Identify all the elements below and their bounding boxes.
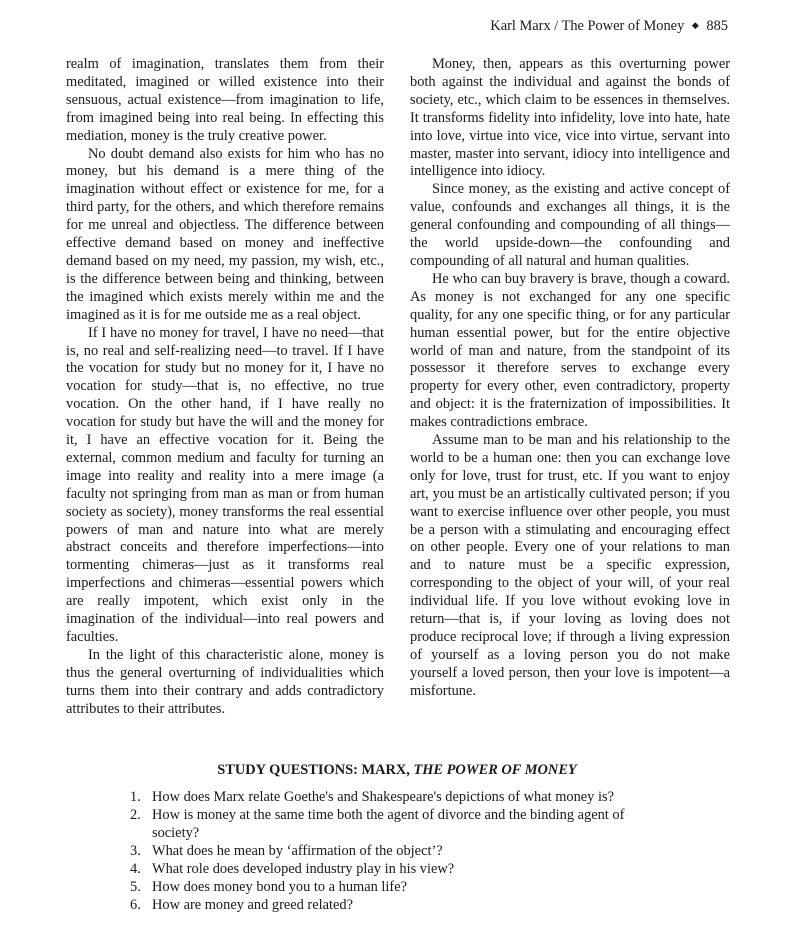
page-number: 885 — [706, 18, 728, 34]
question-text: How does money bond you to a human life? — [152, 879, 407, 895]
paragraph: In the light of this characteristic alone, money is thus the general overturning of individualities which turns them into their contrary and adds contradictory attributes to their attributes. — [66, 646, 384, 717]
paragraph: realm of imagination, translates them from their meditated, imagined or willed existence into their sensuous, actual existence—from imagination to life, from imagined being into real being. In effecting this mediation, money is the truly creative power. — [66, 56, 384, 144]
paragraph: Assume man to be man and his relationship to the world to be a human one: then you can exchange love only for love, trust for trust, etc. If you want to enjoy art, you must be an artistically cultivated person; if you want to exercise influence over other people, you must be a person with a stimulating and encouraging effect on other people. Every one of your relations to man and to nature must be a specific expression, corresponding to the object of your will, of your real individual life. If you love without evoking love in return—that is, if your loving as loving does not produce reciprocal love; if through a living expression of yourself as a loving person you do not make yourself a loved person, then your love is impotent—a misfortune. — [410, 432, 730, 699]
study-title-prefix: STUDY QUESTIONS: MARX, — [217, 762, 414, 778]
paragraph: Since money, as the existing and active concept of value, confounds and exchanges all things, it is the general confounding and compounding of all things—the world upside-down—the confounding and compounding of all natural and human qualities. — [410, 181, 730, 269]
paragraph: No doubt demand also exists for him who has no money, but his demand is a mere thing of the imagination without effect or existence for me, for a third party, for the others, and which therefore remains for me unreal and objectless. The difference between effective demand based on money and ineffective demand based on my need, my passion, my wish, etc., is the difference between being and thinking, between the imagined which exists merely within me and the imagined as it is for me outside me as a real object. — [66, 145, 384, 323]
study-questions-list — [130, 788, 670, 914]
list-item — [130, 806, 670, 842]
question-text: How does Marx relate Goethe's and Shakespeare's depictions of what money is? — [152, 789, 614, 805]
question-number: 6. — [130, 897, 141, 913]
running-title: Karl Marx / The Power of Money — [490, 18, 685, 34]
right-column — [410, 56, 730, 701]
question-number: 4. — [130, 861, 141, 877]
question-number: 1. — [130, 789, 141, 805]
study-questions-title — [0, 760, 794, 780]
list-item — [130, 860, 670, 878]
study-questions-section — [0, 760, 794, 913]
list-item — [130, 842, 670, 860]
list-item — [130, 788, 670, 806]
paragraph: Money, then, appears as this overturning power both against the individual and against the bonds of society, etc., which claim to be essences in themselves. It transforms fidelity into infidelity, love into hate, hate into love, virtue into vice, vice into virtue, servant into master, master into servant, idiocy into intelligence and intelligence into idiocy. — [410, 56, 730, 180]
list-item — [130, 878, 670, 896]
question-number: 3. — [130, 843, 141, 859]
paragraph: He who can buy bravery is brave, though a coward. As money is not exchanged for any one specific quality, for any one specific thing, or for any particular human essential power, but for the entire objective world of man and nature, from the standpoint of its possessor it therefore serves to exchange every property for every other, even contradictory, property and object: it is the fraternization of impossibilities. It makes contradictions embrace. — [410, 270, 730, 431]
question-text: How is money at the same time both the agent of divorce and the binding agent of society? — [152, 807, 625, 841]
running-header — [490, 16, 728, 35]
left-column — [66, 56, 384, 719]
question-text: How are money and greed related? — [152, 897, 353, 913]
question-number: 5. — [130, 879, 141, 895]
question-text: What role does developed industry play in his view? — [152, 861, 455, 877]
question-number: 2. — [130, 807, 141, 823]
question-text: What does he mean by ‘affirmation of the object’? — [152, 843, 443, 859]
list-item — [130, 896, 670, 914]
paragraph: If I have no money for travel, I have no need—that is, no real and self-realizing need—to travel. If I have the vocation for study but no money for it, I have no vocation for study—that is, no effective, no true vocation. On the other hand, if I have really no vocation for study but have the will and the money for it, I have an effective vocation for it. Being the external, common medium and faculty for turning an image into reality and reality into a mere image (a faculty not springing from man as man or from human society as society), money transforms the real essential powers of man and nature into what are merely abstract conceits and therefore imperfections—into tormenting chimeras—just as it transforms real imperfections and chimeras—essential powers which are really impotent, which exist only in the imagination of the individual—into real powers and faculties. — [66, 324, 384, 645]
study-title-work: THE POWER OF MONEY — [413, 762, 577, 778]
diamond-icon: ◆ — [691, 20, 699, 30]
